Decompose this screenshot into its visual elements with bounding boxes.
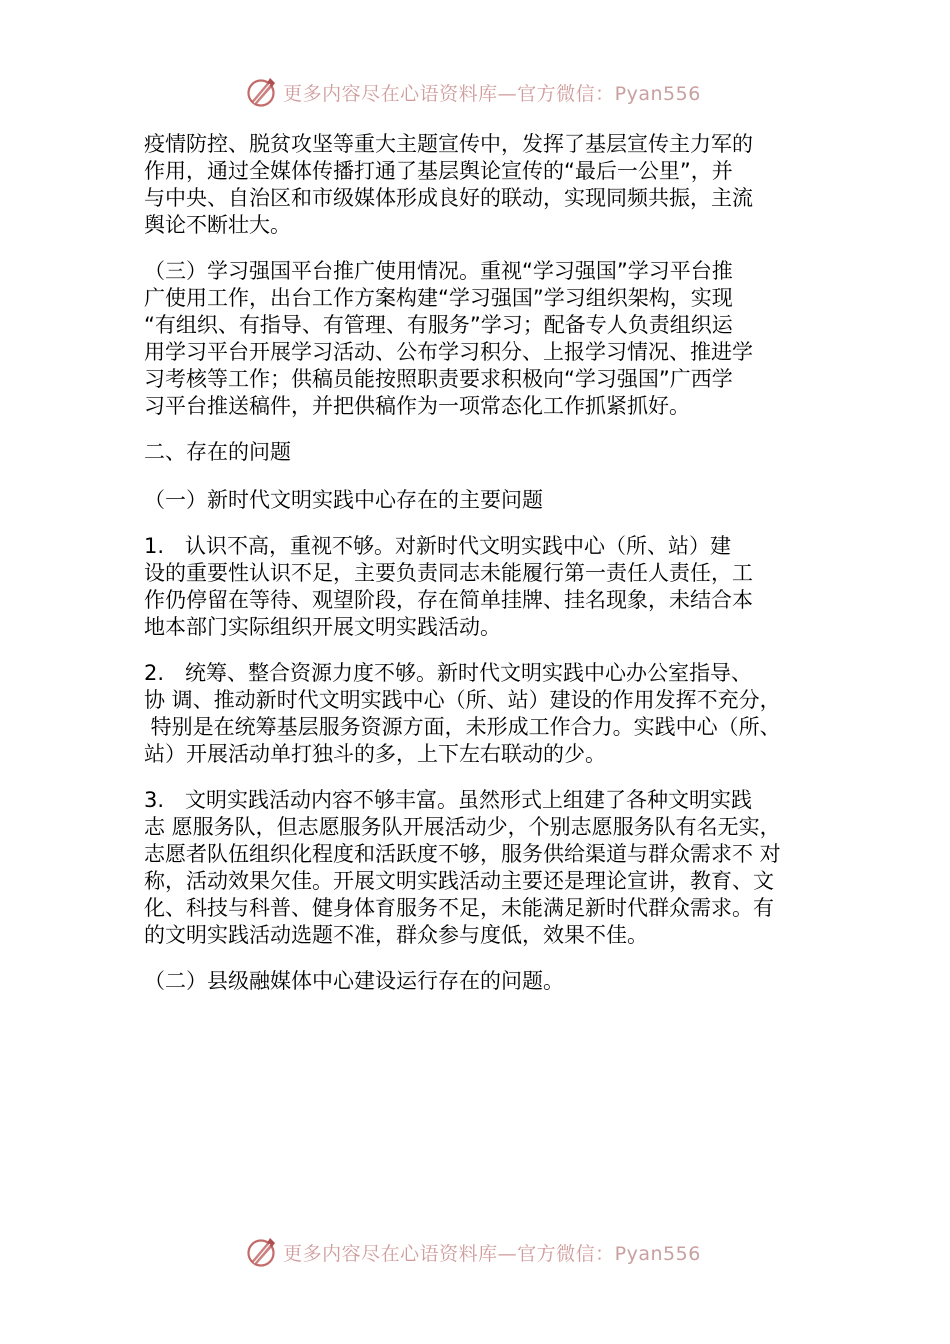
document-body: [144, 131, 834, 995]
text-line: 化、科技与科普、健身体育服务不足，未能满足新时代群众需求。有: [144, 896, 774, 920]
subsection-heading: [144, 968, 834, 995]
watermark-wechat-id: Pyan556: [614, 1242, 701, 1265]
text-line: “有组织、有指导、有管理、有服务”学习；配备专人负责组织运: [144, 313, 733, 337]
subsection-heading: [144, 487, 834, 514]
paragraph: [144, 258, 834, 420]
text-line: 与中央、自治区和市级媒体形成良好的联动，实现同频共振，主流: [144, 186, 753, 210]
paragraph: [144, 533, 834, 641]
text-line: 二、存在的问题: [144, 440, 291, 464]
text-line: 地本部门实际组织开展文明实践活动。: [144, 615, 501, 639]
pen-nib-seal-icon: [243, 1234, 279, 1270]
text-line: 站）开展活动单打独斗的多，上下左右联动的少。: [144, 742, 606, 766]
watermark-text: 更多内容尽在心语资料库—官方微信：: [283, 82, 615, 105]
header-watermark: [0, 72, 950, 112]
paragraph: [144, 660, 834, 768]
text-line: 习考核等工作；供稿员能按照职责要求积极向“学习强国”广西学: [144, 367, 733, 391]
text-line: 称，活动效果欠佳。开展文明实践活动主要还是理论宣讲，教育、文: [144, 869, 774, 893]
text-line: 特别是在统筹基层服务资源方面，未形成工作合力。实践中心（所、: [144, 715, 781, 739]
text-line: 3. 文明实践活动内容不够丰富。虽然形式上组建了各种文明实践: [144, 788, 753, 812]
text-line: 志 愿服务队，但志愿服务队开展活动少，个别志愿服务队有名无实，: [144, 815, 781, 839]
text-line: 1. 认识不高，重视不够。对新时代文明实践中心（所、站）建: [144, 534, 732, 558]
text-line: 疫情防控、脱贫攻坚等重大主题宣传中，发挥了基层宣传主力军的: [144, 132, 753, 156]
text-line: （二）县级融媒体中心建设运行存在的问题。: [144, 969, 564, 993]
watermark-wechat-id: Pyan556: [614, 82, 701, 105]
text-line: 习平台推送稿件，并把供稿作为一项常态化工作抓紧抓好。: [144, 394, 690, 418]
footer-watermark: [0, 1232, 950, 1272]
text-line: （三）学习强国平台推广使用情况。重视“学习强国”学习平台推: [144, 259, 733, 283]
text-line: 设的重要性认识不足，主要负责同志未能履行第一责任人责任，工: [144, 561, 753, 585]
paragraph: [144, 131, 834, 239]
text-line: （一）新时代文明实践中心存在的主要问题: [144, 488, 543, 512]
text-line: 2. 统筹、整合资源力度不够。新时代文明实践中心办公室指导、: [144, 661, 753, 685]
text-line: 的文明实践活动选题不准，群众参与度低，效果不佳。: [144, 923, 648, 947]
text-line: 志愿者队伍组织化程度和活跃度不够，服务供给渠道与群众需求不 对: [144, 842, 781, 866]
text-line: 广使用工作，出台工作方案构建“学习强国”学习组织架构，实现: [144, 286, 733, 310]
section-heading: [144, 439, 834, 466]
text-line: 协 调、推动新时代文明实践中心（所、站）建设的作用发挥不充分，: [144, 688, 781, 712]
watermark-text: 更多内容尽在心语资料库—官方微信：: [283, 1242, 615, 1265]
pen-nib-seal-icon: [243, 74, 279, 110]
paragraph: [144, 787, 834, 949]
text-line: 作仍停留在等待、观望阶段，存在简单挂牌、挂名现象，未结合本: [144, 588, 753, 612]
text-line: 作用，通过全媒体传播打通了基层舆论宣传的“最后一公里”，并: [144, 159, 733, 183]
text-line: 用学习平台开展学习活动、公布学习积分、上报学习情况、推进学: [144, 340, 753, 364]
text-line: 舆论不断壮大。: [144, 213, 291, 237]
